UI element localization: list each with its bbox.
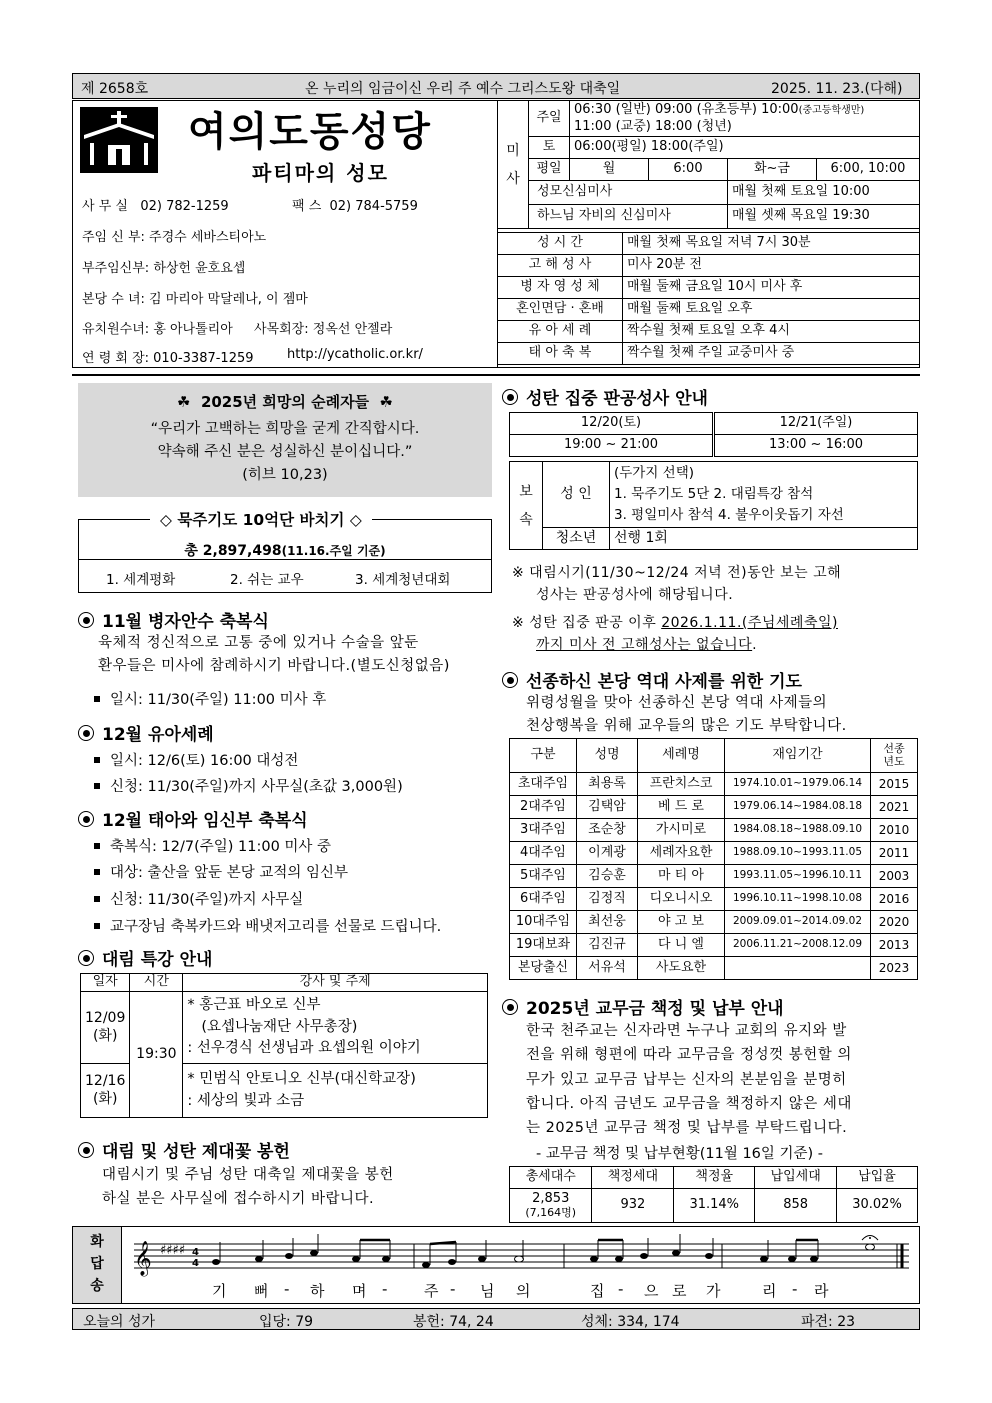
sister-info: 본당 수 녀: 김 마리아 막달레나, 이 젬마	[82, 292, 308, 307]
song-offer: 봉헌: 74, 24	[413, 1314, 494, 1330]
contact-info: 연 령 회 장: 010-3387-1259 http://ycatholic.or.kr/	[82, 347, 423, 366]
lyric-syllable: 하	[310, 1282, 325, 1300]
priests-cell	[725, 957, 871, 980]
lyric-syllable: -	[284, 1280, 290, 1298]
church-name: 여의도동성당	[188, 109, 432, 155]
feast-title: 온 누리의 임금이신 우리 주 예수 그리스도왕 대축일	[305, 81, 621, 97]
mass-schedule-table: 미 사 주일 06:30 (일반) 09:00 (유초등부) 10:00(중고등학생만) 11:00 (교중) 18:00 (청년) 토 06:00(평일) 18:00(주일) 평일 월 6:00 화~금 6:00, 10:00 성모신심미사 매월 첫째 토요일 10:00 하느님 자비의 신심미사 매월 셋째 목요일 19:30	[497, 100, 920, 229]
priests-cell: 2011	[871, 842, 918, 865]
lyric-syllable: 가	[706, 1282, 721, 1300]
svg-text:𝄞: 𝄞	[134, 1241, 152, 1276]
deceased-priests-title: 선종하신 본당 역대 사제를 위한 기도	[502, 667, 802, 692]
priests-cell: 1974.10.01~1979.06.14	[725, 773, 871, 796]
priests-cell: 2006.11.21~2008.12.09	[725, 934, 871, 957]
dues-text: 한국 천주교는 신자라면 누구나 교회의 유지와 발 전을 위해 형편에 따라 교무금을 정성껏 봉헌할 의 무가 있고 교무금 납부는 신자의 본분임을 분명히 합니다. 아직 금년도 교무금을 책정하지 않은 세대 는 2025년 교무금 책정 및 납부를 부탁드립니다.	[526, 1023, 852, 1137]
priests-cell: 2015	[871, 773, 918, 796]
assistant-info: 부주임신부: 하상헌 윤호요셉	[82, 261, 246, 276]
priests-row	[510, 957, 918, 980]
priests-cell: 베 드 로	[638, 796, 725, 819]
priests-cell: 2003	[871, 865, 918, 888]
priests-header-cell: 구분	[510, 739, 577, 773]
sick-blessing-title: 11월 병자안수 축복식	[78, 607, 269, 632]
sick-blessing-text: 육체적 정신적으로 고통 중에 있거나 수술을 앞둔 환우들은 미사에 참례하시기 바랍니다.(별도신청없음)	[98, 635, 450, 675]
priests-cell: 2021	[871, 796, 918, 819]
priests-header-cell: 성명	[577, 739, 638, 773]
priests-cell: 19대보좌	[510, 934, 577, 957]
priests-header-cell: 재임기간	[725, 739, 871, 773]
song-exit: 파견: 23	[801, 1314, 856, 1330]
priests-cell: 조순창	[577, 819, 638, 842]
lyric-syllable: -	[450, 1280, 456, 1298]
lyric-syllable: 라	[814, 1282, 829, 1300]
sunday-mass: 06:30 (일반) 09:00 (유초등부) 10:00(중고등학생만) 11:00 (교중) 18:00 (청년)	[570, 101, 920, 137]
priests-cell: 김정직	[577, 888, 638, 911]
priests-cell: 1996.10.11~1998.10.08	[725, 888, 871, 911]
rosary-title: ◇ 묵주기도 10억단 바치기 ◇	[150, 508, 372, 530]
lyric-syllable: 집	[590, 1282, 605, 1300]
rosary-total: 총 2,897,498(11.16.주일 기준)	[184, 543, 386, 559]
svg-text:4: 4	[192, 1247, 199, 1258]
confession-note-1: ※ 대림시기(11/30~12/24 저녁 전)동안 보는 고해 성사는 판공성사에 해당됩니다.	[512, 565, 842, 604]
priests-cell: 2010	[871, 819, 918, 842]
priests-header-cell: 선종 년도	[871, 739, 918, 773]
priests-cell: 1979.06.14~1984.08.18	[725, 796, 871, 819]
jubilee-title: 2025년 희망의 순례자들	[200, 393, 370, 411]
priests-cell: 10대주임	[510, 911, 577, 934]
lyric-syllable: 주	[424, 1282, 439, 1300]
lyric-syllable: 뻐	[254, 1282, 269, 1300]
priests-cell: 프란치스코	[638, 773, 725, 796]
priests-header-cell: 세례명	[638, 739, 725, 773]
dues-table: 총세대수 책정세대 책정율 납입세대 납입율 2,853 (7,164명) 932 31.14% 858 30.02%	[509, 1166, 918, 1223]
priests-row	[510, 934, 918, 957]
lyric-syllable: 의	[516, 1282, 531, 1300]
priests-row	[510, 865, 918, 888]
priests-cell: 3대주임	[510, 819, 577, 842]
lyric-syllable: 으	[644, 1282, 659, 1300]
priests-cell: 서유석	[577, 957, 638, 980]
svg-text:4: 4	[192, 1258, 199, 1269]
hymn-lyrics	[124, 1280, 914, 1302]
priests-cell: 최용록	[577, 773, 638, 796]
priests-cell: 디오니시오	[638, 888, 725, 911]
song-entry: 입당: 79	[259, 1314, 314, 1330]
confession-title: 성탄 집중 판공성사 안내	[502, 384, 708, 409]
lyric-syllable: 리	[762, 1282, 777, 1300]
priests-cell: 가시미로	[638, 819, 725, 842]
song-communion: 성체: 334, 174	[581, 1314, 680, 1330]
priests-cell: 김승훈	[577, 865, 638, 888]
lyric-syllable: 로	[672, 1282, 687, 1300]
priests-row	[510, 819, 918, 842]
penance-table: 보 속 성 인 (두가지 선택) 1. 묵주기도 5단 2. 대림특강 참석 3. 평일미사 참석 4. 불우이웃돕기 자선 청소년 선행 1회	[509, 461, 918, 550]
priests-cell: 김택암	[577, 796, 638, 819]
priests-row	[510, 796, 918, 819]
altar-flower-text: 대림시기 및 주님 성탄 대축일 제대꽃을 봉헌 하실 분은 사무실에 접수하시기 바랍니다.	[102, 1167, 394, 1207]
priests-cell: 이계광	[577, 842, 638, 865]
infant-baptism-title: 12월 유아세례	[78, 720, 214, 745]
kinder-info: 유치원수녀: 홍 아나톨리아 사목회장: 정옥선 안젤라	[82, 322, 393, 337]
priests-cell: 1984.08.18~1988.09.10	[725, 819, 871, 842]
jubilee-box: ☘ 2025년 희망의 순례자들 ☘ “우리가 고백하는 희망을 굳게 간직합시다. 약속해 주신 분은 성실하신 분이십니다.” (히브 10,23)	[78, 383, 492, 497]
priests-cell: 6대주임	[510, 888, 577, 911]
mass-label: 미 사	[498, 101, 529, 229]
dues-status-label: - 교무금 책정 및 납부현황(11월 16일 기준) -	[536, 1146, 824, 1162]
deceased-priests-text: 위령성월을 맞아 선종하신 본당 역대 사제들의 천상행복을 위해 교우들의 많은 기도 부탁합니다.	[526, 695, 847, 735]
priests-row	[510, 911, 918, 934]
priests-cell: 1993.11.05~1996.10.11	[725, 865, 871, 888]
priests-cell: 본당출신	[510, 957, 577, 980]
lyric-syllable: 님	[480, 1282, 495, 1300]
priests-cell: 김진규	[577, 934, 638, 957]
priests-cell: 4대주임	[510, 842, 577, 865]
lyric-syllable: -	[792, 1280, 798, 1298]
office-info: 사 무 실 02) 782-1259 팩 스 02) 784-5759	[82, 199, 418, 214]
priests-cell: 야 고 보	[638, 911, 725, 934]
songs-label: 오늘의 성가	[83, 1314, 156, 1330]
lyric-syllable: 기	[212, 1282, 227, 1300]
priests-cell: 2대주임	[510, 796, 577, 819]
priests-cell: 2023	[871, 957, 918, 980]
priests-cell: 마 티 아	[638, 865, 725, 888]
priests-cell: 1988.09.10~1993.11.05	[725, 842, 871, 865]
priests-cell: 2020	[871, 911, 918, 934]
issue-number: 제 2658호	[81, 81, 149, 97]
issue-bar	[72, 73, 920, 99]
priests-table	[509, 738, 918, 980]
songs-bar	[72, 1308, 920, 1330]
altar-flower-title: 대림 및 성탄 제대꽃 봉헌	[78, 1137, 290, 1162]
sacrament-schedule-table: 성 시 간 매월 첫째 목요일 저녁 7시 30분 고 해 성 사 미사 20분 전 병 자 영 성 체 매월 둘째 금요일 10시 미사 후 혼인면담 · 혼배 매월 둘째 토요일 오후 유 아 세 례 짝수월 첫째 토요일 오후 4시 태 아 축 복 짝수월 첫째 주일 교중미사 중	[497, 232, 920, 365]
svg-text:♯♯♯♯: ♯♯♯♯	[160, 1243, 186, 1258]
pastor-info: 주임 신 부: 주경수 세바스티아노	[82, 230, 267, 245]
priests-cell: 사도요한	[638, 957, 725, 980]
lyric-syllable: 며	[352, 1282, 367, 1300]
confession-note-2: ※ 성탄 집중 판공 이후 2026.1.11.(주님세례축일) 까지 미사 전 고해성사는 없습니다.	[512, 615, 838, 654]
priests-row	[510, 842, 918, 865]
priests-cell: 다 니 엘	[638, 934, 725, 957]
church-patron: 파티마의 성모	[252, 161, 389, 185]
priests-cell: 초대주임	[510, 773, 577, 796]
lyric-syllable: -	[382, 1280, 388, 1298]
advent-lecture-table: 일자 시간 강사 및 주제 12/09 (화) 19:30 * 홍근표 바오로 신부 (요셉나눔재단 사무총장) : 선우경식 선생님과 요셉의원 이야기 12/16 (화) * 민범식 안토니오 신부(대신학교장) : 세상의 빛과 소금	[80, 973, 488, 1118]
website-link[interactable]: http://ycatholic.or.kr/	[287, 347, 423, 362]
priests-cell: 최선웅	[577, 911, 638, 934]
hymn-staff	[124, 1230, 914, 1282]
church-logo	[80, 105, 160, 175]
priests-cell: 세례자요한	[638, 842, 725, 865]
fetal-blessing-title: 12월 태아와 임신부 축복식	[78, 806, 308, 831]
priests-cell: 2013	[871, 934, 918, 957]
lyric-syllable: -	[618, 1280, 624, 1298]
priests-cell: 5대주임	[510, 865, 577, 888]
priests-row	[510, 773, 918, 796]
priests-cell: 2016	[871, 888, 918, 911]
issue-date: 2025. 11. 23.(다해)	[771, 81, 903, 97]
dues-title: 2025년 교무금 책정 및 납부 안내	[502, 994, 784, 1019]
confession-time-table: 12/20(토) 12/21(주일) 19:00 ~ 21:00 13:00 ~ 16:00	[509, 412, 918, 457]
priests-cell: 2009.09.01~2014.09.02	[725, 911, 871, 934]
saturday-mass: 06:00(평일) 18:00(주일)	[570, 137, 920, 159]
hymn-label: 화 답 송	[72, 1226, 122, 1304]
advent-lecture-title: 대림 특강 안내	[78, 945, 212, 970]
priests-row	[510, 888, 918, 911]
